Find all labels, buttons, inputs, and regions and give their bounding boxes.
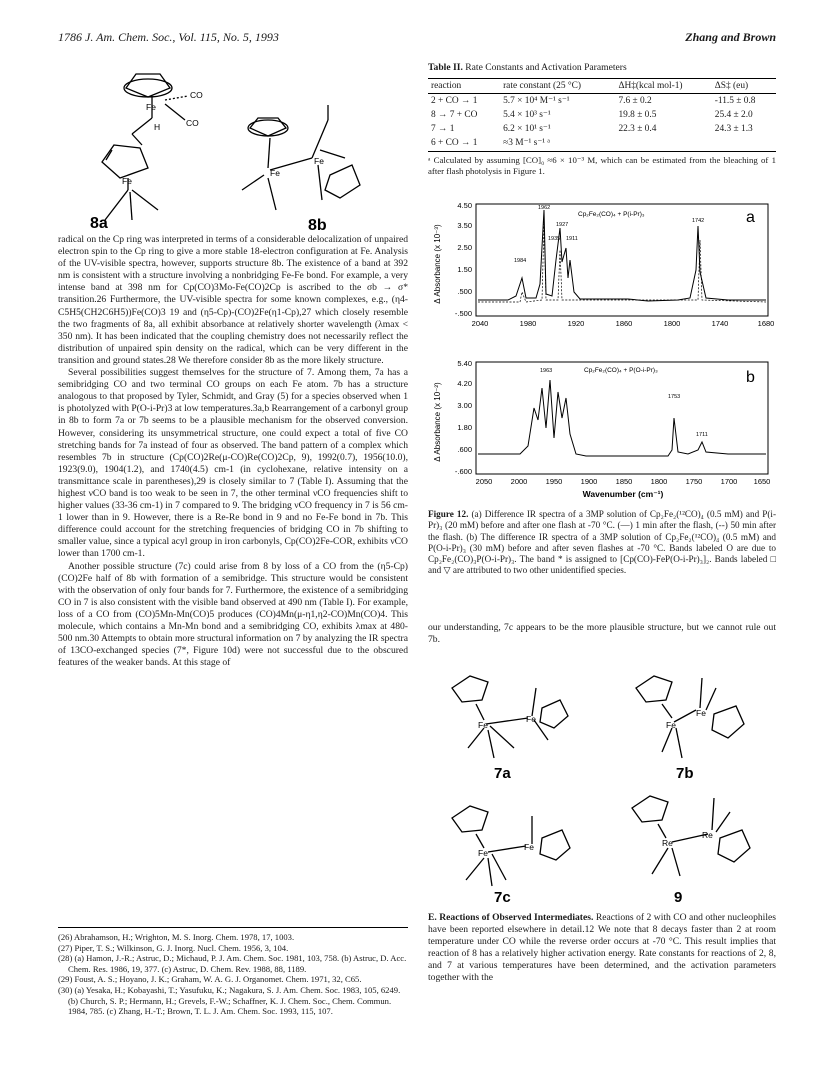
svg-text:5.40: 5.40: [457, 359, 472, 368]
svg-text:1980: 1980: [519, 319, 537, 328]
svg-text:1711: 1711: [696, 432, 708, 438]
fe-atom: Fe: [122, 176, 132, 186]
reference-item: (28) (a) Hamon, J.-R.; Astruc, D.; Michaud, P. J. Am. Chem. Soc. 1981, 103, 758. (b) Astruc, D. Acc. Chem. Res. 1986, 19, 377. (c) Astruc, D. Chem. Rev. 1988, 88, 1189.: [58, 953, 407, 974]
svg-text:1740: 1740: [711, 319, 729, 328]
table-title: Table II. Rate Constants and Activation Parameters: [428, 62, 627, 73]
spectrum-legend: Cp₂Fe₂(CO)₄ + P(i-Pr)₃: [578, 211, 645, 218]
reference-item: (30) (a) Yesaka, H.; Kobayashi, T.; Yasufuku, K.; Nagakura, S. J. Am. Chem. Soc. 1983, 105, 6249. (b) Church, S. P.; Hermann, H.; Grevels, F.-W.; Schaffner, K. J. Chem. Soc., Chem. Commun. 1984, 785. (c) Zhang, H.-T.; Brown, T. L. J. Am. Chem. Soc. 1993, 115, 107.: [58, 984, 401, 1017]
svg-text:1.50: 1.50: [457, 265, 472, 274]
svg-text:1860: 1860: [615, 319, 633, 328]
svg-text:Re: Re: [662, 838, 673, 848]
svg-text:-.600: -.600: [454, 467, 472, 476]
paragraph: radical on the Cp ring was interpreted in terms of a considerable delocalization of unpaired electron spin to the Cp ring to give a more stable 18-electron configuration at Fe. Analysis of the UV-visible spectra, however, supports structure 8b. The existence of a band at 392 nm is consistent with a structure involving a nonbridging Fe-Fe bond. For example, a very intense band at 398 nm for Cp(CO)3Mo-Fe(CO)2Cp is ascribed to the σb → σ* transition.26 Furthermore, the UV-visible spectra for some known complexes, e.g., (η4-C5H5(CH2C6H5))Fe(CO)3 19 and (η5-Cp)-(CO)2Fe(η1-Cp),27 which closely resemble the two fragments of 8a, all exhibit absorbance at relatively shorter wavelength (λmax < 350 nm). It has been indicated that the coupling chemistry does not necessarily reflect the distribution of unpaired spin density on the radical, which can be very different in the transition and ground states.28 We therefore consider 8b as the more likely structure.: [58, 234, 408, 366]
panel-label: b: [746, 369, 755, 386]
h-atom: H: [154, 122, 161, 132]
svg-text:4.20: 4.20: [457, 379, 472, 388]
references: [58, 927, 408, 1017]
svg-text:1927: 1927: [556, 222, 569, 228]
svg-text:2040: 2040: [471, 319, 489, 328]
structure-label-7a: 7a: [494, 765, 511, 782]
table-header: reaction: [428, 79, 500, 94]
svg-text:Fe: Fe: [666, 720, 676, 730]
reference-item: (29) Foust, A. S.; Hoyano, J. K.; Graham, W. A. G. J. Organomet. Chem. 1971, 32, C65.: [58, 974, 362, 985]
svg-text:1950: 1950: [545, 477, 563, 486]
table-header: ΔS‡ (eu): [712, 79, 776, 94]
table-header: ΔH‡(kcal mol-1): [615, 79, 711, 94]
svg-text:1742: 1742: [692, 218, 705, 224]
figure-caption: Figure 12. (a) Difference IR spectra of a 3MP solution of Cp₂Fe₂(¹²CO)₄ (0.5 mM) and P(i-Pr)₃ (20 mM) before and after one flash at -70 °C. (—) 1 min after the flash, (--) 50 min after the flash. (b) The difference IR spectra of a 3MP solution of Cp₂Fe₂(¹²CO)₄ (0.5 mM) and P(O-i-Pr)₃ (30 mM) before and after seven flashes at -70 °C. Bands labeled O are due to Cp₂Fe₂(CO)₃P(O-i-Pr)₃. The band * is assigned to [Cp(CO)-FeP(O-i-Pr)₃]₂. Bands labeled □ and ▽ are attributed to two other unidentified species.: [428, 509, 777, 576]
svg-text:1800: 1800: [650, 477, 668, 486]
table-footnote: ᵃ Calculated by assuming [CO]₀ ≈6 × 10⁻³ M, which can be estimated from the bleaching of 1 after flash photolysis in Figure 1.: [428, 154, 776, 176]
structures-8a-8b: [70, 50, 410, 235]
running-header: 1786 J. Am. Chem. Soc., Vol. 115, No. 5, 1993: [58, 30, 279, 44]
svg-text:1680: 1680: [757, 319, 775, 328]
structure-label-8b: 8b: [308, 217, 327, 234]
table-row: 8 → 7 + CO 5.4 × 10³ s⁻¹ 19.8 ± 0.5 25.4 ± 2.0: [431, 110, 753, 121]
structure-label-7b: 7b: [676, 765, 694, 782]
rate-table: [428, 78, 776, 151]
svg-text:-.500: -.500: [454, 309, 472, 318]
author-header: Zhang and Brown: [685, 30, 776, 44]
table-row: 6 + CO → 1 ≈3 M⁻¹ s⁻¹ ᵃ: [428, 136, 776, 151]
reference-item: (27) Piper, T. S.; Wilkinson, G. J. Inorg. Nucl. Chem. 1956, 3, 104.: [58, 942, 289, 953]
svg-text:2.50: 2.50: [457, 243, 472, 252]
svg-text:Fe: Fe: [696, 708, 706, 718]
svg-text:1850: 1850: [615, 477, 633, 486]
table-row: 7 → 1 6.2 × 10¹ s⁻¹ 22.3 ± 0.4 24.3 ± 1.3: [431, 124, 753, 135]
ir-spectrum-b: [428, 358, 778, 508]
structure-label-8a: 8a: [90, 215, 108, 232]
svg-text:1900: 1900: [580, 477, 598, 486]
svg-text:1800: 1800: [663, 319, 681, 328]
section-e: E. Reactions of Observed Intermediates. Reactions of 2 with CO and other nucleophiles have been reported elsewhere in detail.12 We note that 8 decays faster than 2 at room temperature under CO while the reverse order occurs at -70 °C. This result implies that reaction of 8 has a relatively higher activation energy. Rate constants for reactions of 2, 8, and 7 at various temperatures have been determined, and the activation parameters together with the: [428, 912, 776, 984]
svg-text:2000: 2000: [510, 477, 528, 486]
co-label: CO: [186, 118, 199, 128]
svg-text:3.50: 3.50: [457, 221, 472, 230]
svg-text:1935: 1935: [548, 236, 561, 242]
table-row: 2 + CO → 1 5.7 × 10⁴ M⁻¹ s⁻¹ 7.6 ± 0.2 -11.5 ± 0.8: [431, 96, 756, 107]
svg-text:1753: 1753: [668, 394, 681, 400]
fe-atom: Fe: [270, 168, 280, 178]
svg-text:Fe: Fe: [524, 842, 534, 852]
ir-spectrum-a: [428, 200, 778, 340]
svg-text:1984: 1984: [514, 258, 527, 264]
y-axis-label: Δ Absorbance (x 10⁻²): [433, 382, 442, 462]
structures-7a-7b-7c-9: [436, 648, 776, 903]
fe-atom: Fe: [146, 102, 156, 112]
y-axis-label: Δ Absorbance (x 10⁻³): [433, 224, 442, 304]
left-column-text: [58, 234, 408, 669]
spectrum-legend: Cp₂Fe₂(CO)₄ + P(O-i-Pr)₃: [584, 367, 658, 374]
svg-text:1911: 1911: [566, 236, 578, 242]
svg-text:1750: 1750: [685, 477, 703, 486]
svg-text:1920: 1920: [567, 319, 585, 328]
x-axis-label: Wavenumber (cm⁻¹): [582, 489, 664, 499]
svg-text:4.50: 4.50: [457, 201, 472, 210]
paragraph: Several possibilities suggest themselves for the structure of 7. Among them, 7a has a semibridging CO and two terminal CO groups on each Fe atom. 7b has a structure analogous to that proposed by Tyler, Schmidt, and Gray (5) for a species observed when 1 is photolyzed with P(O-i-Pr)3 at low temperatures.3a,b Rearrangement of a carbonyl group in 8b to form 7a or 7b seems to be a plausible mechanism for the observed conversion. However, considering its unsymmetrical structure, one could expect a total of five CO stretching bands for 7a instead of four as observed. The band pattern of a complex which resembles 7b in structure (Cp(CO)2Re(μ-CO)Re(CO)2Cp, 9), 1992(0.7), 1956(10.0), 1923(9.0), 1904(1.2), and 1740(4.5) cm-1 (in cyclohexane, relative intensity on a transmittance scale in parentheses),29 is closely similar to 7 (Table I). Assuming that the highest νCO band is too weak to be seen in 7, the other terminal νCO frequencies shift to higher values (33-36 cm-1) in 7 compared to 9. The bridging νCO frequency in 7 is 56 cm-1 lower than in 9. However, there is a Re-Re bond in 9 and no Fe-Fe bond in 7b. This difference could account for the stretching frequencies of bridging CO in 7b shifting to smaller value, since a typical acyl group in iron carbonyls, Cp(CO)2Fe-COR, exhibits νCO lower than 1700 cm-1.: [58, 367, 408, 560]
svg-text:.600: .600: [457, 445, 472, 454]
svg-text:1650: 1650: [753, 477, 771, 486]
panel-label: a: [746, 209, 755, 226]
svg-text:Fe: Fe: [478, 848, 488, 858]
svg-text:2050: 2050: [475, 477, 493, 486]
svg-text:1962: 1962: [538, 205, 551, 211]
right-paragraph: our understanding, 7c appears to be the more plausible structure, but we cannot rule out 7b.: [428, 622, 776, 646]
svg-text:Re: Re: [702, 830, 713, 840]
svg-text:1963: 1963: [540, 368, 553, 374]
reference-item: (26) Abrahamson, H.; Wrighton, M. S. Inorg. Chem. 1978, 17, 1003.: [58, 932, 295, 942]
svg-text:1700: 1700: [720, 477, 738, 486]
fe-atom: Fe: [314, 156, 324, 166]
svg-text:Fe: Fe: [526, 714, 536, 724]
svg-text:.500: .500: [457, 287, 472, 296]
structure-label-7c: 7c: [494, 889, 511, 903]
svg-text:1.80: 1.80: [457, 423, 472, 432]
co-label: CO: [190, 90, 203, 100]
table-header: rate constant (25 °C): [500, 79, 615, 94]
structure-label-9: 9: [674, 889, 683, 903]
svg-text:Fe: Fe: [478, 720, 488, 730]
svg-text:3.00: 3.00: [457, 401, 472, 410]
section-heading: E. Reactions of Observed Intermediates.: [428, 912, 594, 923]
table-ii-block: [428, 62, 776, 177]
paragraph: Another possible structure (7c) could arise from 8 by loss of a CO from the (η5-Cp)(CO)2Fe half of 8b with formation of a semibridge. This structure would be consistent with the observation of only four bands for 7. Furthermore, the existence of a semibridging CO in 7 is also consistent with the visible band observed at 490 nm (Table I). For example, loss of a CO from (CO)5Mn-Mn(CO)5 produces (CO)4Mn(μ-η1,η2-CO)Mn(CO)4. This molecule, which contains a Mn-Mn bond and a semibridging CO, exhibits λmax at 480-500 nm.30 Attempts to obtain more structural information on 7 by analyzing the IR spectra of 13CO-exchanged species (7*, Figure 10d) were not successful due to the obscured features of the weaker bands. At this stage of: [58, 560, 408, 669]
